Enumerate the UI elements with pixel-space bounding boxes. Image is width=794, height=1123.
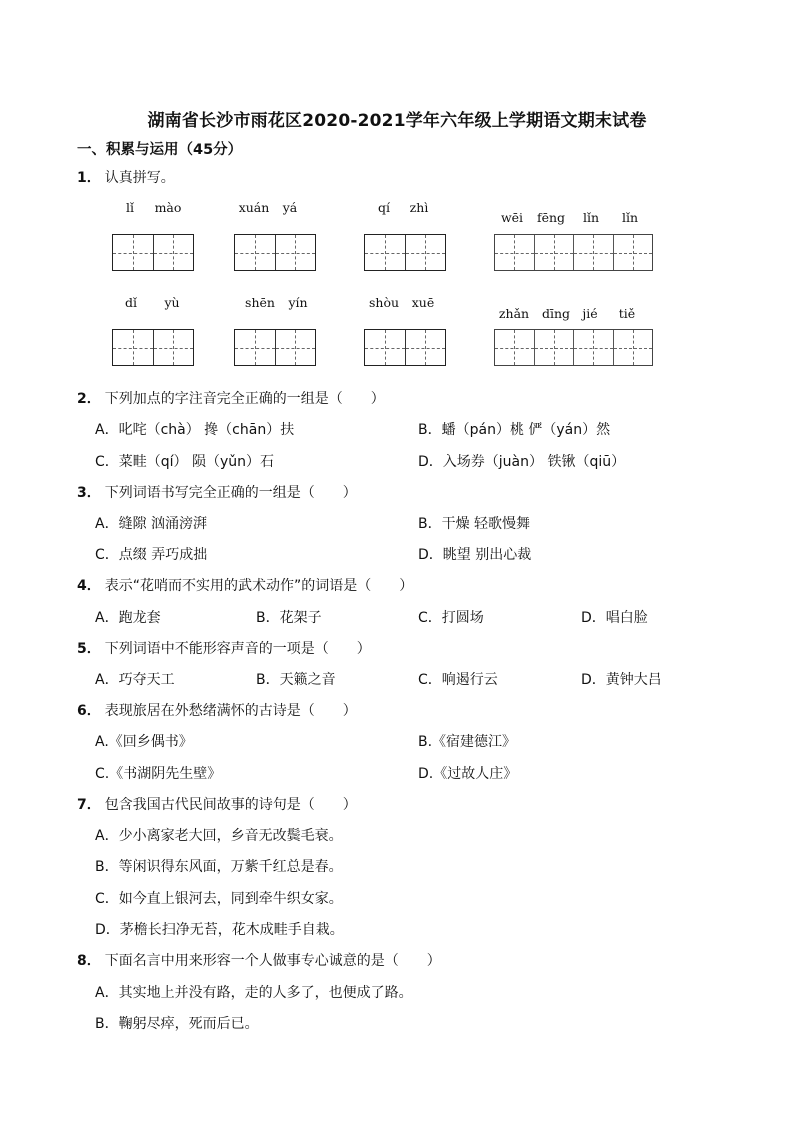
question-text: 下列加点的字注音完全正确的一组是（ ） — [104, 391, 385, 407]
pinyin: wēi — [500, 210, 524, 225]
option-c[interactable]: C．点缀 弄巧成拙 — [95, 547, 208, 563]
option-a[interactable]: A．叱咤（chà） 搀（chān）扶 — [95, 422, 295, 438]
option-b[interactable]: B.《宿建德江》 — [418, 734, 517, 750]
pinyin: dǐ — [125, 295, 137, 310]
pinyin: shòu — [368, 295, 400, 310]
question-7 — [77, 794, 357, 814]
option-b[interactable]: B．蟠（pán）桃 俨（yán）然 — [418, 422, 611, 438]
question-number: 6． — [77, 703, 101, 719]
option-d[interactable]: D．唱白脸 — [581, 610, 648, 626]
option-a[interactable]: A.《回乡偶书》 — [95, 734, 193, 750]
pinyin: shēn — [245, 295, 275, 310]
option-c[interactable]: C．如今直上银河去，同到牵牛织女家。 — [95, 891, 343, 907]
question-1 — [77, 167, 175, 187]
pinyin: tiě — [618, 306, 636, 321]
pinyin: lǐ — [126, 200, 134, 215]
option-a[interactable]: A．缝隙 汹涌滂湃 — [95, 516, 208, 532]
question-4 — [77, 575, 413, 595]
option-d[interactable]: D．眺望 别出心裁 — [418, 547, 532, 563]
writing-grid[interactable] — [112, 234, 194, 271]
question-text: 表现旅居在外愁绪满怀的古诗是（ ） — [104, 703, 357, 719]
pinyin: fēng — [536, 210, 566, 225]
option-a[interactable]: A．巧夺天工 — [95, 672, 175, 688]
section-heading: 一、积累与运用（45分） — [77, 142, 243, 158]
option-a[interactable]: A．跑龙套 — [95, 610, 161, 626]
question-number: 4． — [77, 578, 101, 594]
pinyin: zhì — [409, 200, 429, 215]
option-c[interactable]: C．菜畦（qí） 陨（yǔn）石 — [95, 454, 275, 470]
option-b[interactable]: B．鞠躬尽瘁，死而后已。 — [95, 1016, 259, 1032]
pinyin: yù — [164, 295, 180, 310]
question-number: 7． — [77, 797, 101, 813]
option-d[interactable]: D．黄钟大吕 — [581, 672, 662, 688]
pinyin: dīng — [541, 306, 571, 321]
pinyin: zhǎn — [498, 306, 530, 321]
writing-grid[interactable] — [364, 329, 446, 366]
question-number: 3． — [77, 485, 101, 501]
question-8 — [77, 950, 441, 970]
question-number: 1． — [77, 170, 101, 186]
pinyin: qí — [378, 200, 390, 215]
exam-title: 湖南省长沙市雨花区2020-2021学年六年级上学期语文期末试卷 — [147, 111, 647, 131]
option-c[interactable]: C．打圆场 — [418, 610, 484, 626]
question-text: 下列词语中不能形容声音的一项是（ ） — [104, 641, 371, 657]
pinyin: yá — [282, 200, 298, 215]
pinyin: yín — [288, 295, 308, 310]
question-number: 5． — [77, 641, 101, 657]
question-2 — [77, 388, 385, 408]
option-b[interactable]: B．等闲识得东风面，万紫千红总是春。 — [95, 859, 343, 875]
option-b[interactable]: B．天籁之音 — [256, 672, 336, 688]
option-d[interactable]: D.《过故人庄》 — [418, 766, 518, 782]
writing-grid[interactable] — [234, 234, 316, 271]
question-text: 表示“花哨而不实用的武术动作”的词语是（ ） — [104, 578, 414, 594]
option-a[interactable]: A．少小离家老大回，乡音无改鬓毛衰。 — [95, 828, 343, 844]
option-b[interactable]: B．花架子 — [256, 610, 322, 626]
pinyin: lǐn — [621, 210, 639, 225]
option-d[interactable]: D．茅檐长扫净无苔，花木成畦手自栽。 — [95, 922, 344, 938]
question-text: 下列词语书写完全正确的一组是（ ） — [104, 485, 357, 501]
question-3 — [77, 482, 357, 502]
option-b[interactable]: B．干燥 轻歌慢舞 — [418, 516, 531, 532]
question-6 — [77, 700, 357, 720]
question-text: 认真拼写。 — [104, 170, 175, 186]
pinyin: xuē — [411, 295, 435, 310]
writing-grid[interactable] — [494, 234, 653, 271]
question-number: 2． — [77, 391, 101, 407]
writing-grid[interactable] — [112, 329, 194, 366]
question-text: 下面名言中用来形容一个人做事专心诚意的是（ ） — [104, 953, 441, 969]
pinyin: jié — [582, 306, 598, 321]
writing-grid[interactable] — [234, 329, 316, 366]
question-text: 包含我国古代民间故事的诗句是（ ） — [104, 797, 357, 813]
question-number: 8． — [77, 953, 101, 969]
question-5 — [77, 638, 371, 658]
writing-grid[interactable] — [364, 234, 446, 271]
option-c[interactable]: C.《书湖阴先生壁》 — [95, 766, 222, 782]
option-c[interactable]: C．响遏行云 — [418, 672, 498, 688]
pinyin: lǐn — [582, 210, 600, 225]
option-d[interactable]: D．入场券（juàn） 铁锹（qiū） — [418, 454, 626, 470]
pinyin: xuán — [238, 200, 270, 215]
option-a[interactable]: A．其实地上并没有路，走的人多了，也便成了路。 — [95, 985, 413, 1001]
pinyin: mào — [154, 200, 182, 215]
writing-grid[interactable] — [494, 329, 653, 366]
